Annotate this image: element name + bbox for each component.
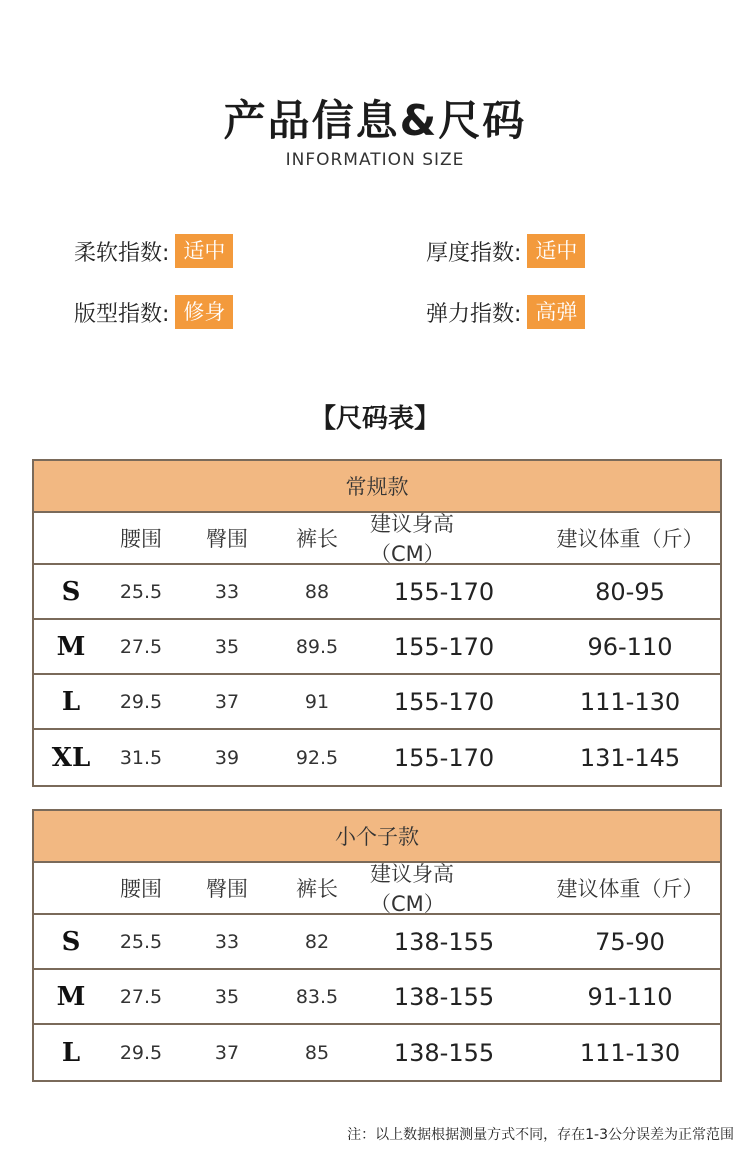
hip-value: 35 (214, 985, 240, 1008)
height-value: 138-155 (393, 982, 495, 1011)
column-header: 建议体重（斤） (556, 527, 704, 551)
size-table-petite (32, 809, 722, 1082)
column-header: 臀围 (206, 877, 248, 901)
hip-value: 35 (214, 635, 240, 658)
height-value: 155-170 (393, 743, 495, 772)
size-label: L (61, 686, 81, 717)
length-value: 92.5 (295, 746, 339, 769)
column-header: 裤长 (296, 527, 338, 551)
attr-thickness (426, 234, 585, 268)
attr-label: 版型指数: (74, 301, 170, 327)
height-value: 138-155 (393, 927, 495, 956)
weight-value: 75-90 (595, 927, 665, 956)
table-row (34, 970, 720, 1025)
column-header-row (34, 513, 720, 565)
height-value: 155-170 (393, 687, 495, 716)
length-value: 82 (304, 930, 330, 953)
length-value: 83.5 (295, 985, 339, 1008)
length-value: 91 (304, 690, 330, 713)
column-header: 建议体重（斤） (556, 877, 704, 901)
waist-value: 29.5 (119, 1041, 163, 1064)
weight-value: 96-110 (587, 632, 673, 661)
height-value: 155-170 (393, 577, 495, 606)
length-value: 89.5 (295, 635, 339, 658)
table-title: 常规款 (34, 461, 720, 513)
hip-value: 33 (214, 930, 240, 953)
size-label: M (56, 631, 86, 662)
page-subtitle: INFORMATION SIZE (285, 150, 465, 170)
attr-softness (74, 234, 233, 268)
attr-fit (74, 295, 233, 329)
waist-value: 27.5 (119, 635, 163, 658)
attr-label: 柔软指数: (74, 240, 170, 266)
size-label: L (61, 1037, 81, 1068)
hip-value: 39 (214, 746, 240, 769)
waist-value: 29.5 (119, 690, 163, 713)
column-header: 腰围 (120, 527, 162, 551)
size-chart-title: 【尺码表】 (309, 404, 440, 434)
height-value: 155-170 (393, 632, 495, 661)
attr-elasticity (426, 295, 585, 329)
attr-value-badge: 修身 (175, 295, 233, 329)
attr-value-badge: 适中 (527, 234, 585, 268)
height-value: 138-155 (393, 1038, 495, 1067)
size-label: XL (51, 742, 91, 773)
column-header: 腰围 (120, 877, 162, 901)
size-label: M (56, 981, 86, 1012)
weight-value: 111-130 (579, 687, 681, 716)
column-header: 臀围 (206, 527, 248, 551)
size-label: S (61, 576, 81, 607)
waist-value: 27.5 (119, 985, 163, 1008)
column-header: 建议身高（CM） (370, 512, 454, 566)
table-row (34, 675, 720, 730)
size-table-regular (32, 459, 722, 787)
page-title: 产品信息&尺码 (223, 96, 527, 145)
hip-value: 37 (214, 690, 240, 713)
table-row (34, 730, 720, 785)
waist-value: 25.5 (119, 930, 163, 953)
column-header: 裤长 (296, 877, 338, 901)
table-row (34, 620, 720, 675)
attr-value-badge: 适中 (175, 234, 233, 268)
length-value: 85 (304, 1041, 330, 1064)
size-label: S (61, 926, 81, 957)
table-row (34, 915, 720, 970)
column-header-row (34, 863, 720, 915)
attr-label: 厚度指数: (426, 240, 522, 266)
table-row (34, 1025, 720, 1080)
weight-value: 111-130 (579, 1038, 681, 1067)
attr-value-badge: 高弹 (527, 295, 585, 329)
measurement-note: 注：以上数据根据测量方式不同，存在1-3公分误差为正常范围 (347, 1127, 734, 1143)
table-title: 小个子款 (34, 811, 720, 863)
hip-value: 37 (214, 1041, 240, 1064)
column-header: 建议身高（CM） (370, 862, 454, 916)
weight-value: 91-110 (587, 982, 673, 1011)
length-value: 88 (304, 580, 330, 603)
waist-value: 25.5 (119, 580, 163, 603)
waist-value: 31.5 (119, 746, 163, 769)
weight-value: 80-95 (595, 577, 665, 606)
hip-value: 33 (214, 580, 240, 603)
weight-value: 131-145 (579, 743, 681, 772)
attr-label: 弹力指数: (426, 301, 522, 327)
table-row (34, 565, 720, 620)
